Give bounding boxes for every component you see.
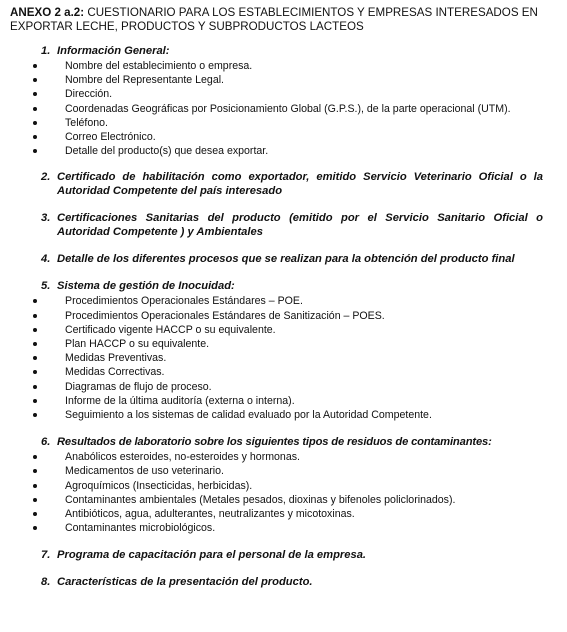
section-training-program — [10, 548, 557, 562]
bullet-icon — [10, 408, 55, 422]
section-heading — [10, 435, 557, 449]
section-number: 3. — [41, 212, 51, 225]
section-heading — [10, 44, 557, 58]
section-lab-results — [10, 435, 557, 535]
section-number: 2. — [41, 171, 51, 184]
bullet-icon — [10, 144, 55, 158]
bullet-icon — [10, 59, 55, 73]
list-item: Nombre del establecimiento o empresa. — [10, 59, 557, 73]
section-export-certificate — [10, 170, 557, 198]
list-item: Antibióticos, agua, adulterantes, neutralizantes y micotoxinas. — [10, 507, 557, 521]
section-title: Características de la presentación del producto. — [57, 576, 313, 589]
section-title: Resultados de laboratorio sobre los siguientes tipos de residuos de contaminantes: — [57, 436, 492, 449]
section-general-info — [10, 44, 557, 158]
annex-label: ANEXO 2 a.2: — [10, 6, 85, 19]
list-item: Medicamentos de uso veterinario. — [10, 464, 557, 478]
bullet-icon — [10, 394, 55, 408]
bullet-icon — [10, 464, 55, 478]
section-product-presentation — [10, 575, 557, 589]
bullet-icon — [10, 521, 55, 535]
section-number: 6. — [41, 436, 51, 449]
list-item: Certificado vigente HACCP o su equivalente. — [10, 323, 557, 337]
list-item: Teléfono. — [10, 116, 557, 130]
bullet-icon — [10, 116, 55, 130]
bullet-icon — [10, 365, 55, 379]
list-item: Plan HACCP o su equivalente. — [10, 337, 557, 351]
bullet-icon — [10, 130, 55, 144]
section-heading — [10, 279, 557, 293]
list-item: Contaminantes microbiológicos. — [10, 521, 557, 535]
section-title: Detalle de los diferentes procesos que se realizan para la obtención del producto final — [57, 253, 515, 266]
bullet-icon — [10, 380, 55, 394]
list-item: Procedimientos Operacionales Estándares – POE. — [10, 294, 557, 308]
section-number: 8. — [41, 576, 51, 589]
list-item: Dirección. — [10, 87, 557, 101]
list-item: Correo Electrónico. — [10, 130, 557, 144]
list-item: Contaminantes ambientales (Metales pesados, dioxinas y bifenoles policlorinados). — [10, 493, 557, 507]
list-item: Agroquímicos (Insecticidas, herbicidas). — [10, 479, 557, 493]
bullet-icon — [10, 450, 55, 464]
bullet-icon — [10, 323, 55, 337]
list-item: Coordenadas Geográficas por Posicionamiento Global (G.P.S.), de la parte operacional (UTM). — [10, 102, 557, 116]
section-number: 7. — [41, 549, 51, 562]
bullet-icon — [10, 351, 55, 365]
section-number: 5. — [41, 280, 51, 293]
bullet-icon — [10, 87, 55, 101]
bullet-icon — [10, 337, 55, 351]
section-heading — [10, 170, 557, 198]
section-safety-management — [10, 279, 557, 422]
section-number: 4. — [41, 253, 51, 266]
section-heading — [10, 252, 557, 266]
bullet-icon — [10, 73, 55, 87]
item-list — [10, 450, 557, 535]
list-item: Procedimientos Operacionales Estándares de Sanitización – POES. — [10, 309, 557, 323]
section-title: Certificaciones Sanitarias del producto (emitido por el Servicio Sanitario Oficial o Autoridad Competente ) y Ambientales — [57, 212, 543, 239]
section-title: Información General: — [57, 45, 170, 57]
section-number: 1. — [41, 45, 51, 57]
item-list — [10, 294, 557, 422]
list-item: Nombre del Representante Legal. — [10, 73, 557, 87]
list-item: Detalle del producto(s) que desea exportar. — [10, 144, 557, 158]
bullet-icon — [10, 493, 55, 507]
bullet-icon — [10, 294, 55, 308]
section-title: Certificado de habilitación como exportador, emitido Servicio Veterinario Oficial o la Autoridad Competente del país interesado — [57, 171, 543, 198]
title-text: CUESTIONARIO PARA LOS ESTABLECIMIENTOS Y EMPRESAS INTERESADOS EN EXPORTAR LECHE, PRODUCTOS Y SUBPRODUCTOS LACTEOS — [10, 6, 538, 33]
section-title: Programa de capacitación para el personal de la empresa. — [57, 549, 367, 562]
section-heading — [10, 211, 557, 239]
list-item: Seguimiento a los sistemas de calidad evaluado por la Autoridad Competente. — [10, 408, 557, 422]
list-item: Medidas Preventivas. — [10, 351, 557, 365]
document-title — [10, 6, 557, 34]
bullet-icon — [10, 479, 55, 493]
list-item: Medidas Correctivas. — [10, 365, 557, 379]
bullet-icon — [10, 102, 55, 116]
list-item: Informe de la última auditoría (externa o interna). — [10, 394, 557, 408]
section-heading — [10, 575, 557, 589]
section-title: Sistema de gestión de Inocuidad: — [57, 280, 235, 293]
section-sanitary-certifications — [10, 211, 557, 239]
item-list — [10, 59, 557, 158]
list-item: Diagramas de flujo de proceso. — [10, 380, 557, 394]
section-process-detail — [10, 252, 557, 266]
list-item: Anabólicos esteroides, no-esteroides y hormonas. — [10, 450, 557, 464]
bullet-icon — [10, 309, 55, 323]
section-heading — [10, 548, 557, 562]
bullet-icon — [10, 507, 55, 521]
